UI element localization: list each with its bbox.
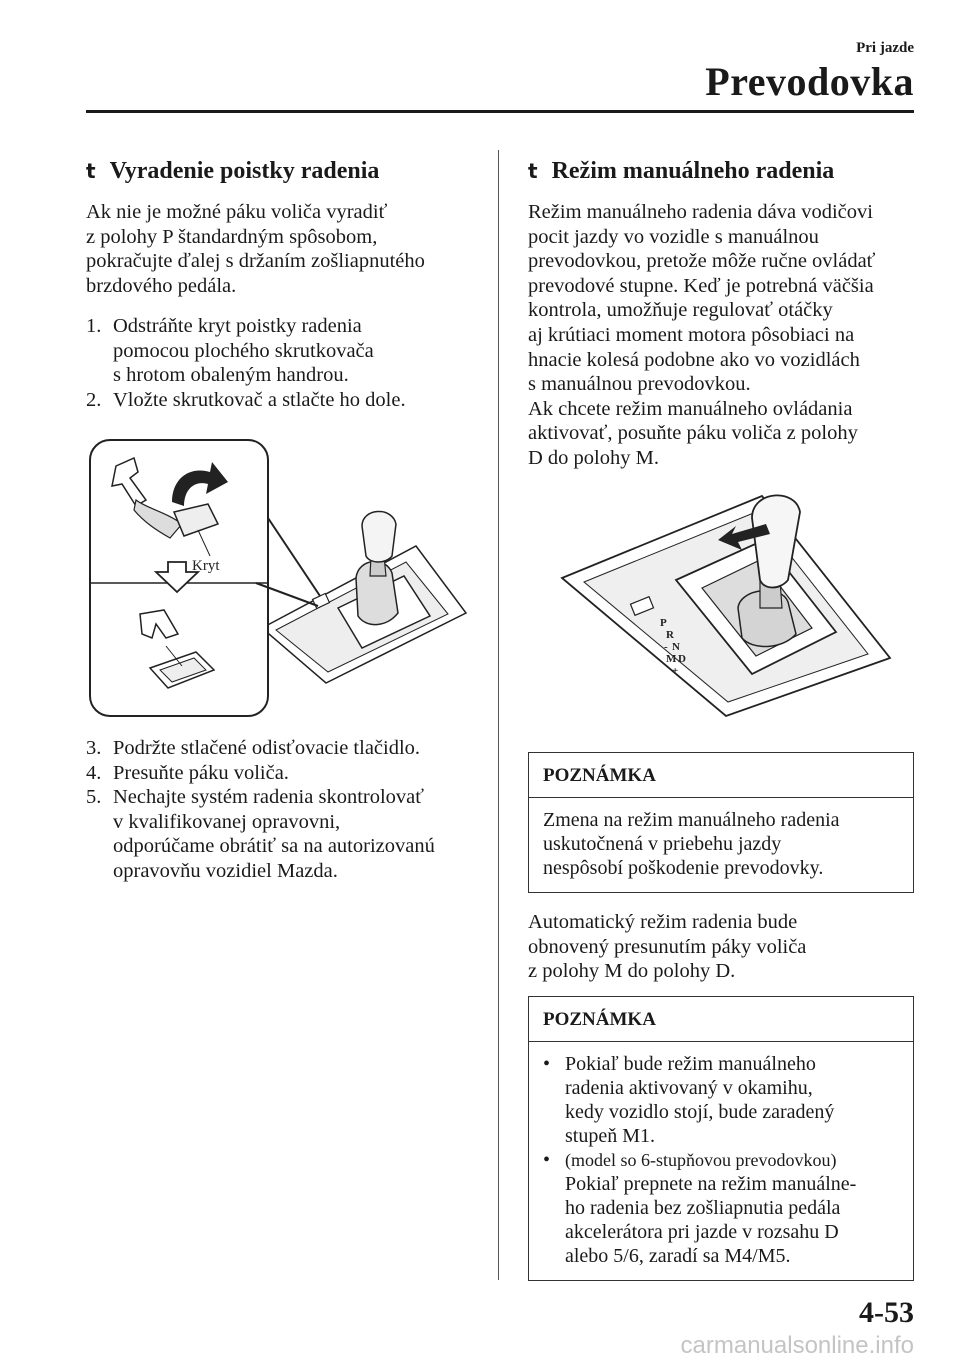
note-title: POZNÁMKA	[543, 1009, 656, 1030]
text-line: Odstráňte kryt poistky radenia	[113, 315, 362, 337]
page-title: Prevodovka	[705, 59, 914, 104]
note-title: POZNÁMKA	[543, 765, 656, 786]
text-line: pocit jazdy vo vozidle s manuálnou	[528, 225, 819, 248]
text-line: Pokiaľ bude režim manuálneho	[565, 1053, 816, 1075]
text-line: brzdového pedála.	[86, 274, 237, 297]
note-body	[529, 1042, 913, 1280]
steps-list-b	[86, 736, 491, 884]
bullet-text	[565, 1052, 899, 1148]
heading-bullet-icon: t	[86, 159, 96, 183]
note-body	[529, 798, 913, 892]
step-text	[113, 388, 491, 413]
list-item	[86, 785, 491, 883]
text-line: Zmena na režim manuálneho radenia	[543, 809, 840, 831]
text-line: ho radenia bez zošliapnutia pedála	[565, 1197, 841, 1219]
text-line: s hrotom obaleným handrou.	[113, 364, 349, 387]
list-item	[543, 1052, 899, 1148]
list-item	[86, 388, 491, 413]
text-line: pokračujte ďalej s držaním zošliapnutého	[86, 250, 425, 273]
note-box-1	[528, 752, 914, 893]
shift-lock-figure	[86, 438, 480, 720]
bullet-icon: •	[543, 1053, 551, 1075]
step-number: 3.	[86, 737, 102, 759]
text-line: uskutočnená v priebehu jazdy	[543, 833, 782, 855]
bullet-text	[565, 1148, 899, 1268]
left-heading	[86, 158, 379, 185]
text-line: s manuálnou prevodovkou.	[528, 373, 751, 396]
list-item	[86, 314, 491, 388]
text-line: kontrola, umožňuje regulovať otáčky	[528, 299, 833, 322]
manual-shift-figure	[556, 488, 896, 720]
text-line: Nechajte systém radenia skontrolovať	[113, 786, 425, 809]
text-line: D do polohy M.	[528, 446, 659, 469]
left-intro	[86, 200, 486, 298]
text-line: akcelerátora pri jazde v rozsahu D	[565, 1221, 839, 1243]
gear-label-n: N	[672, 641, 680, 653]
text-line: opravovňu vozidiel Mazda.	[113, 859, 338, 882]
list-item	[543, 1148, 899, 1268]
header-rule	[86, 110, 914, 113]
step-number: 4.	[86, 761, 102, 784]
right-paragraph	[528, 200, 928, 471]
left-heading-text: Vyradenie poistky radenia	[109, 158, 380, 184]
watermark: carmanualsonline.info	[680, 1332, 914, 1359]
text-line: z polohy M do polohy D.	[528, 960, 736, 983]
text-line: Automatický režim radenia bude	[528, 911, 798, 933]
text-line: radenia aktivovaný v okamihu,	[565, 1077, 813, 1099]
step-number: 2.	[86, 388, 102, 411]
text-line: nespôsobí poškodenie prevodovky.	[543, 857, 824, 879]
gear-label-p: P	[660, 617, 667, 629]
step-text	[113, 761, 491, 786]
shift-knob	[362, 511, 396, 562]
step-number: 5.	[86, 786, 102, 809]
callout-line	[268, 518, 320, 596]
text-line: Pokiaľ prepnete na režim manuálne-	[565, 1173, 857, 1195]
list-item	[86, 736, 491, 761]
text-line: odporúčame obrátiť sa na autorizovanú	[113, 835, 435, 858]
text-line: (model so 6-stupňovou prevodovkou)	[565, 1150, 837, 1170]
text-line: prevodovkou, pretože môže ručne ovládať	[528, 250, 876, 273]
text-line: v kvalifikovanej opravovni,	[113, 810, 341, 833]
heading-bullet-icon: t	[528, 159, 538, 183]
gear-label-d: D	[678, 653, 686, 665]
right-heading-text: Režim manuálneho radenia	[551, 158, 835, 184]
text-line: pomocou plochého skrutkovača	[113, 339, 374, 362]
bullet-icon: •	[543, 1149, 551, 1171]
text-line: stupeň M1.	[565, 1125, 655, 1147]
text-line: Ak chcete režim manuálneho ovládania	[528, 397, 853, 420]
after-note-paragraph	[528, 910, 928, 984]
cover-label: Kryt	[192, 558, 220, 574]
text-line: Presuňte páku voliča.	[113, 761, 289, 784]
gear-label-m: M	[666, 653, 677, 665]
text-line: obnovený presunutím páky voliča	[528, 935, 807, 958]
text-line: aj krútiaci moment motora pôsobiaci na	[528, 323, 855, 346]
text-line: Vložte skrutkovač a stlačte ho dole.	[113, 388, 406, 411]
text-line: hnacie kolesá podobne ako vo vozidlách	[528, 348, 860, 371]
text-line: z polohy P štandardným spôsobom,	[86, 225, 378, 248]
text-line: Podržte stlačené odisťovacie tlačidlo.	[113, 737, 421, 759]
text-line: alebo 5/6, zaradí sa M4/M5.	[565, 1245, 791, 1267]
column-divider	[498, 150, 499, 1280]
text-line: aktivovať, posuňte páku voliča z polohy	[528, 422, 858, 445]
text-line: Ak nie je možné páku voliča vyradiť	[86, 201, 388, 223]
step-text	[113, 314, 491, 388]
list-item	[86, 761, 491, 786]
section-label: Pri jazde	[856, 40, 914, 56]
text-line: kedy vozidlo stojí, bude zaradený	[565, 1101, 835, 1123]
note-box-2	[528, 996, 914, 1281]
step-text	[113, 785, 491, 883]
gear-label-plus: +	[672, 665, 679, 677]
text-line: prevodové stupne. Keď je potrebná väčšia	[528, 274, 874, 297]
step-text	[113, 736, 491, 761]
page-number: 4-53	[859, 1296, 914, 1329]
gear-label-minus: -	[664, 641, 668, 653]
text-line: Režim manuálneho radenia dáva vodičovi	[528, 201, 873, 223]
steps-list-a	[86, 314, 491, 412]
gear-label-r: R	[666, 629, 674, 641]
right-heading	[528, 158, 834, 185]
step-number: 1.	[86, 315, 102, 337]
